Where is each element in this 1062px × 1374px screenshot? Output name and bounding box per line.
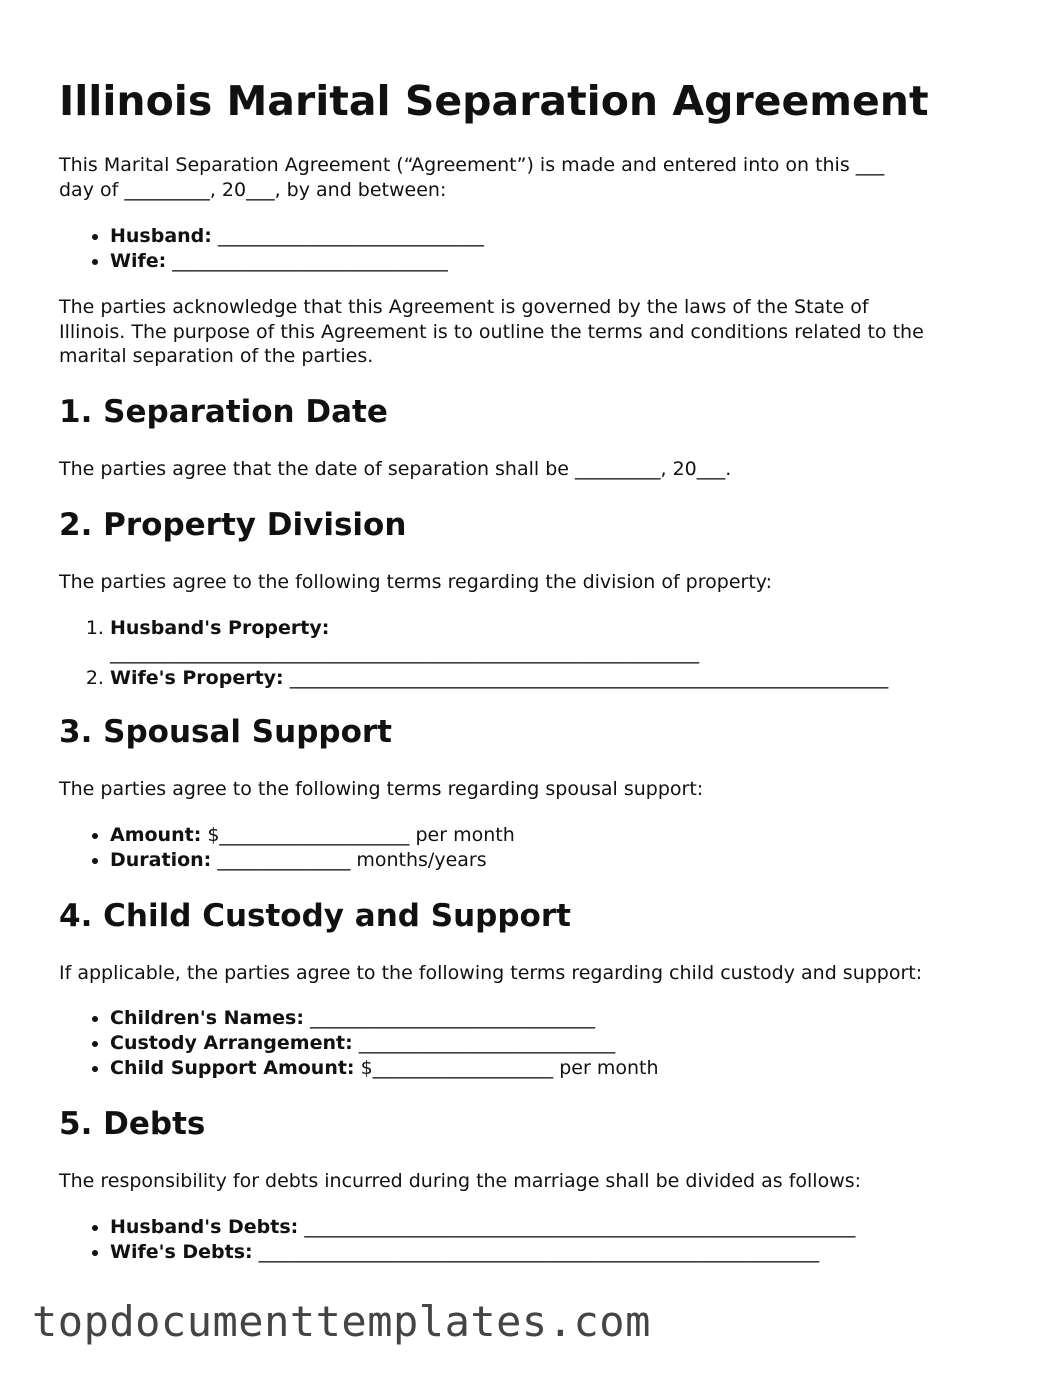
governing-line-2: Illinois. The purpose of this Agreement is to outline the terms and conditions related to the [59, 321, 924, 343]
list-item-husband-property [110, 616, 790, 666]
wife-label: Wife: [110, 250, 167, 272]
husband-name-blank: ____________________________ [217, 225, 484, 247]
custody-blank: ___________________________ [358, 1032, 616, 1054]
property-list [59, 616, 1010, 691]
child-list [59, 1006, 659, 1081]
intro-line-2: day of _________, 20___, by and between: [59, 179, 447, 201]
list-item-husband [110, 224, 484, 249]
amount-label: Amount: [110, 824, 202, 846]
list-item-child-support [110, 1056, 659, 1081]
child-support-value: $___________________ per month [360, 1057, 659, 1079]
wife-debts-blank: ___________________________________________________________ [258, 1241, 820, 1263]
children-names-blank: ______________________________ [309, 1007, 595, 1029]
husband-debts-blank: __________________________________________________________ [304, 1216, 856, 1238]
wife-property-blank: _______________________________________________________________ [289, 667, 889, 689]
section-heading-property: 2. Property Division [59, 507, 407, 543]
wife-debts-label: Wife's Debts: [110, 1241, 253, 1263]
wife-name-blank: _____________________________ [172, 250, 448, 272]
watermark-text: topdocumenttemplates.com [32, 1297, 651, 1346]
parties-list [59, 224, 484, 274]
debts-list [59, 1215, 855, 1265]
husband-debts-label: Husband's Debts: [110, 1216, 299, 1238]
list-item-duration [110, 848, 515, 873]
list-item-custody [110, 1031, 659, 1056]
list-item-husband-debts [110, 1215, 855, 1240]
spousal-text: The parties agree to the following terms regarding spousal support: [59, 778, 704, 800]
husband-property-blank: ______________________________________________________________ [110, 642, 699, 664]
property-text: The parties agree to the following terms regarding the division of property: [59, 571, 773, 593]
separation-text: The parties agree that the date of separation shall be _________, 20___. [59, 458, 732, 480]
custody-label: Custody Arrangement: [110, 1032, 353, 1054]
section-heading-debts: 5. Debts [59, 1106, 206, 1142]
document-title: Illinois Marital Separation Agreement [59, 77, 929, 125]
governing-line-1: The parties acknowledge that this Agreement is governed by the laws of the State of [59, 296, 869, 318]
list-item-wife [110, 249, 484, 274]
section-heading-separation: 1. Separation Date [59, 394, 388, 430]
section-heading-spousal: 3. Spousal Support [59, 714, 392, 750]
husband-property-label: Husband's Property: [110, 617, 330, 639]
list-item-amount [110, 823, 515, 848]
husband-label: Husband: [110, 225, 212, 247]
children-names-label: Children's Names: [110, 1007, 304, 1029]
debts-text: The responsibility for debts incurred during the marriage shall be divided as follows: [59, 1170, 862, 1192]
amount-value: $____________________ per month [207, 824, 515, 846]
list-item-wife-property [110, 666, 1010, 691]
governing-line-3: marital separation of the parties. [59, 345, 374, 367]
list-item-children-names [110, 1006, 659, 1031]
section-heading-child: 4. Child Custody and Support [59, 898, 571, 934]
child-text: If applicable, the parties agree to the following terms regarding child custody and support: [59, 962, 923, 984]
intro-line-1: This Marital Separation Agreement (“Agreement”) is made and entered into on this ___ [59, 154, 885, 176]
duration-label: Duration: [110, 849, 212, 871]
child-support-label: Child Support Amount: [110, 1057, 355, 1079]
duration-value: ______________ months/years [217, 849, 487, 871]
wife-property-label: Wife's Property: [110, 667, 284, 689]
list-item-wife-debts [110, 1240, 855, 1265]
spousal-list [59, 823, 515, 873]
